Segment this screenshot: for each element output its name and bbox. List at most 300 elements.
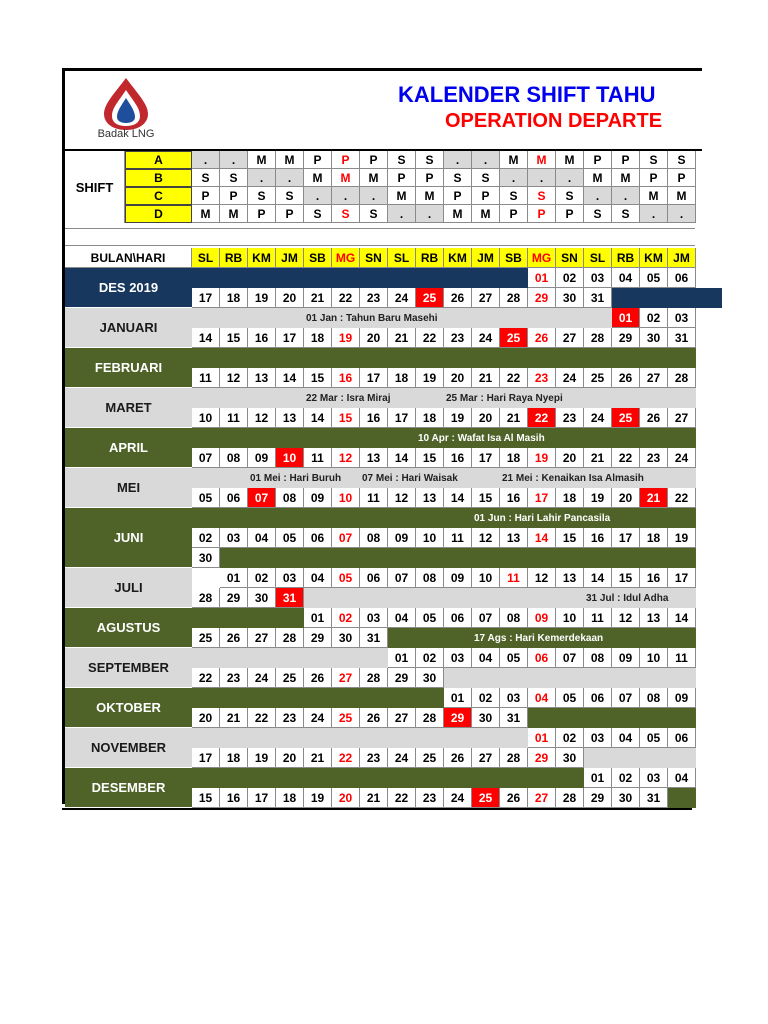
day-cell: 15: [332, 408, 360, 428]
day-cell: 19: [444, 408, 472, 428]
day-cell: 01: [612, 308, 640, 328]
month-band: [612, 288, 722, 308]
spacer-row: [65, 228, 695, 246]
day-cell: [360, 548, 388, 568]
day-cell: [500, 588, 528, 608]
day-cell: [220, 768, 248, 788]
day-cell: 14: [528, 528, 556, 548]
day-cell: 22: [416, 328, 444, 348]
day-name: SL: [584, 248, 612, 268]
day-cell: [472, 548, 500, 568]
day-cell: 04: [612, 728, 640, 748]
day-name: KM: [640, 248, 668, 268]
bottom-border: [62, 808, 692, 810]
day-cell: 11: [360, 488, 388, 508]
day-cell: [612, 708, 640, 728]
day-cell: [192, 768, 220, 788]
day-cell: 03: [220, 528, 248, 548]
day-cell: 01: [220, 568, 248, 588]
day-cell: [584, 708, 612, 728]
shift-cell: S: [192, 169, 220, 187]
shift-cell: P: [640, 169, 668, 187]
day-cell: 16: [220, 788, 248, 808]
day-cell: 25: [332, 708, 360, 728]
day-cell: 31: [640, 788, 668, 808]
day-name: MG: [332, 248, 360, 268]
day-cell: [304, 688, 332, 708]
day-cell: [584, 668, 612, 688]
day-cell: 22: [192, 668, 220, 688]
shift-cell: P: [248, 205, 276, 223]
shift-cell: .: [220, 151, 248, 169]
day-cell: [304, 648, 332, 668]
day-cell: 03: [500, 688, 528, 708]
day-cell: 16: [640, 568, 668, 588]
month-name: MARET: [65, 388, 192, 428]
day-cell: 17: [388, 408, 416, 428]
day-cell: 01: [444, 688, 472, 708]
day-cell: 27: [556, 328, 584, 348]
shift-cell: M: [220, 205, 248, 223]
day-cell: 06: [528, 648, 556, 668]
day-cell: 05: [276, 528, 304, 548]
day-cell: 17: [360, 368, 388, 388]
day-name: SB: [500, 248, 528, 268]
day-cell: 30: [640, 328, 668, 348]
day-cell: 18: [304, 328, 332, 348]
day-cell: 27: [472, 748, 500, 768]
day-cell: [388, 588, 416, 608]
day-cell: 24: [388, 288, 416, 308]
day-cell: 06: [444, 608, 472, 628]
day-cell: [360, 588, 388, 608]
logo-text: Badak LNG: [97, 128, 155, 140]
day-cell: 08: [584, 648, 612, 668]
day-cell: 31: [584, 288, 612, 308]
day-cell: 02: [192, 528, 220, 548]
days-header-label: BULAN\HARI: [65, 248, 192, 268]
shift-cell: S: [528, 187, 556, 205]
day-name: MG: [528, 248, 556, 268]
shift-cell: M: [304, 169, 332, 187]
day-cell: 05: [332, 568, 360, 588]
shift-cell: .: [528, 169, 556, 187]
day-cell: 20: [192, 708, 220, 728]
day-cell: 04: [668, 768, 696, 788]
day-cell: 25: [612, 408, 640, 428]
shift-cell: .: [332, 187, 360, 205]
day-cell: 23: [556, 408, 584, 428]
day-cell: 23: [416, 788, 444, 808]
day-cell: 28: [360, 668, 388, 688]
day-cell: 02: [472, 688, 500, 708]
day-cell: [472, 768, 500, 788]
day-cell: [332, 648, 360, 668]
day-cell: 11: [584, 608, 612, 628]
day-cell: 21: [472, 368, 500, 388]
shift-cell: S: [500, 187, 528, 205]
day-cell: 25: [472, 788, 500, 808]
day-cell: [276, 728, 304, 748]
day-cell: 31: [360, 628, 388, 648]
day-cell: 03: [444, 648, 472, 668]
day-cell: 30: [192, 548, 220, 568]
shift-cell: P: [556, 205, 584, 223]
day-cell: [276, 648, 304, 668]
shift-key: A: [125, 151, 192, 169]
day-name: JM: [668, 248, 696, 268]
day-cell: 22: [332, 748, 360, 768]
day-cell: 02: [556, 268, 584, 288]
day-cell: 06: [668, 728, 696, 748]
day-cell: [332, 688, 360, 708]
shift-cell: P: [528, 205, 556, 223]
day-cell: 26: [528, 328, 556, 348]
day-cell: 15: [192, 788, 220, 808]
day-cell: 25: [416, 288, 444, 308]
day-cell: [192, 648, 220, 668]
day-cell: 27: [528, 788, 556, 808]
day-cell: 02: [248, 568, 276, 588]
day-cell: 30: [612, 788, 640, 808]
shift-key: D: [125, 205, 192, 223]
day-cell: 26: [444, 288, 472, 308]
day-cell: 14: [444, 488, 472, 508]
shift-cell: M: [500, 151, 528, 169]
day-cell: 25: [416, 748, 444, 768]
day-cell: [220, 728, 248, 748]
day-cell: 24: [388, 748, 416, 768]
day-cell: 18: [640, 528, 668, 548]
day-cell: 05: [640, 268, 668, 288]
day-cell: 01: [528, 728, 556, 748]
day-cell: 22: [500, 368, 528, 388]
day-cell: 25: [500, 328, 528, 348]
shift-cell: S: [668, 151, 696, 169]
shift-cell: M: [556, 151, 584, 169]
day-cell: 14: [668, 608, 696, 628]
day-cell: 20: [556, 448, 584, 468]
day-cell: [276, 768, 304, 788]
day-cell: 21: [220, 708, 248, 728]
day-cell: 19: [416, 368, 444, 388]
day-cell: [248, 768, 276, 788]
day-cell: [640, 548, 668, 568]
day-cell: [360, 728, 388, 748]
day-cell: [388, 688, 416, 708]
shift-cell: P: [500, 205, 528, 223]
day-cell: 25: [276, 668, 304, 688]
day-cell: [248, 608, 276, 628]
day-cell: [528, 768, 556, 788]
day-name: SL: [388, 248, 416, 268]
day-cell: 20: [472, 408, 500, 428]
shift-cell: .: [416, 205, 444, 223]
day-cell: 18: [500, 448, 528, 468]
day-cell: 09: [444, 568, 472, 588]
day-cell: [332, 548, 360, 568]
shift-cell: S: [556, 187, 584, 205]
day-cell: 02: [416, 648, 444, 668]
shift-cell: P: [612, 151, 640, 169]
day-cell: 24: [668, 448, 696, 468]
day-cell: 26: [304, 668, 332, 688]
day-cell: 13: [276, 408, 304, 428]
day-cell: 19: [248, 288, 276, 308]
day-cell: [640, 668, 668, 688]
day-cell: 08: [360, 528, 388, 548]
day-cell: 03: [640, 768, 668, 788]
shift-cell: S: [332, 205, 360, 223]
day-cell: 17: [668, 568, 696, 588]
day-name: JM: [276, 248, 304, 268]
day-cell: 14: [584, 568, 612, 588]
day-cell: 06: [220, 488, 248, 508]
day-cell: [556, 768, 584, 788]
day-cell: 04: [528, 688, 556, 708]
day-cell: 30: [556, 748, 584, 768]
day-cell: 07: [248, 488, 276, 508]
day-cell: 27: [640, 368, 668, 388]
day-cell: 15: [304, 368, 332, 388]
month-band: [192, 348, 696, 368]
day-cell: 25: [192, 628, 220, 648]
day-cell: [500, 768, 528, 788]
shift-cell: P: [332, 151, 360, 169]
day-name: RB: [612, 248, 640, 268]
top-border: [62, 68, 702, 71]
day-cell: 08: [220, 448, 248, 468]
day-cell: 12: [248, 408, 276, 428]
day-cell: 21: [640, 488, 668, 508]
shift-cell: S: [444, 169, 472, 187]
shift-cell: .: [248, 169, 276, 187]
day-cell: [668, 748, 696, 768]
day-cell: 05: [416, 608, 444, 628]
month-name: AGUSTUS: [65, 608, 192, 648]
day-cell: [640, 748, 668, 768]
day-cell: 12: [332, 448, 360, 468]
day-cell: [584, 548, 612, 568]
day-cell: 15: [472, 488, 500, 508]
day-cell: 24: [248, 668, 276, 688]
shift-cell: M: [612, 169, 640, 187]
shift-cell: M: [640, 187, 668, 205]
day-name: SB: [304, 248, 332, 268]
day-cell: [444, 728, 472, 748]
day-cell: 10: [556, 608, 584, 628]
day-cell: 02: [556, 728, 584, 748]
day-cell: [584, 748, 612, 768]
day-cell: 05: [192, 488, 220, 508]
day-cell: 11: [220, 408, 248, 428]
day-cell: 04: [304, 568, 332, 588]
shift-cell: S: [612, 205, 640, 223]
day-cell: 17: [192, 288, 220, 308]
day-cell: 30: [416, 668, 444, 688]
day-cell: 20: [612, 488, 640, 508]
day-cell: [388, 628, 416, 648]
day-cell: 20: [360, 328, 388, 348]
day-cell: 29: [388, 668, 416, 688]
day-cell: [416, 588, 444, 608]
day-cell: [556, 708, 584, 728]
day-cell: [192, 568, 220, 588]
month-name: DES 2019: [65, 268, 192, 308]
shift-cell: M: [332, 169, 360, 187]
day-cell: 24: [584, 408, 612, 428]
holiday-note: 07 Mei : Hari Waisak: [362, 472, 458, 484]
day-cell: 08: [276, 488, 304, 508]
day-cell: [220, 548, 248, 568]
day-cell: 22: [248, 708, 276, 728]
shift-cell: M: [668, 187, 696, 205]
day-cell: 04: [388, 608, 416, 628]
day-cell: [444, 628, 472, 648]
day-cell: 13: [416, 488, 444, 508]
day-cell: 21: [388, 328, 416, 348]
day-cell: [220, 688, 248, 708]
holiday-note: 25 Mar : Hari Raya Nyepi: [446, 392, 563, 404]
day-cell: 22: [668, 488, 696, 508]
holiday-note: 01 Jan : Tahun Baru Masehi: [306, 312, 438, 324]
day-cell: 22: [388, 788, 416, 808]
day-cell: [668, 708, 696, 728]
day-cell: 17: [528, 488, 556, 508]
shift-label: SHIFT: [65, 151, 125, 223]
day-cell: 16: [584, 528, 612, 548]
day-cell: [360, 768, 388, 788]
shift-cell: .: [640, 205, 668, 223]
day-cell: [332, 768, 360, 788]
day-cell: [276, 548, 304, 568]
day-cell: 02: [612, 768, 640, 788]
day-cell: [192, 728, 220, 748]
day-cell: 22: [332, 288, 360, 308]
shift-cell: M: [416, 187, 444, 205]
day-cell: [612, 748, 640, 768]
day-cell: 31: [500, 708, 528, 728]
page-title: KALENDER SHIFT TAHU: [398, 82, 656, 107]
shift-cell: S: [360, 205, 388, 223]
month-name: SEPTEMBER: [65, 648, 192, 688]
day-cell: 18: [388, 368, 416, 388]
day-cell: 26: [220, 628, 248, 648]
day-cell: 24: [472, 328, 500, 348]
day-cell: 01: [388, 648, 416, 668]
day-cell: 07: [556, 648, 584, 668]
holiday-note: 21 Mei : Kenaikan Isa Almasih: [502, 472, 644, 484]
shift-cell: M: [528, 151, 556, 169]
day-cell: 28: [416, 708, 444, 728]
day-cell: 28: [556, 788, 584, 808]
day-cell: 11: [192, 368, 220, 388]
day-cell: 17: [612, 528, 640, 548]
day-cell: [192, 688, 220, 708]
month-name: JUNI: [65, 508, 192, 568]
day-cell: 31: [668, 328, 696, 348]
shift-cell: .: [500, 169, 528, 187]
day-cell: 03: [584, 728, 612, 748]
day-cell: 07: [192, 448, 220, 468]
day-cell: [472, 728, 500, 748]
day-cell: 22: [612, 448, 640, 468]
shift-cell: .: [360, 187, 388, 205]
day-cell: 09: [668, 688, 696, 708]
day-cell: 27: [388, 708, 416, 728]
day-cell: 14: [388, 448, 416, 468]
day-cell: 19: [528, 448, 556, 468]
logo: [96, 76, 156, 146]
day-cell: 23: [444, 328, 472, 348]
day-cell: [304, 768, 332, 788]
day-cell: 09: [612, 648, 640, 668]
day-cell: 19: [584, 488, 612, 508]
day-cell: 13: [360, 448, 388, 468]
day-cell: 26: [612, 368, 640, 388]
day-cell: 13: [640, 608, 668, 628]
day-cell: 04: [248, 528, 276, 548]
shift-cell: P: [444, 187, 472, 205]
day-cell: 18: [220, 748, 248, 768]
day-cell: 16: [500, 488, 528, 508]
day-cell: 26: [360, 708, 388, 728]
day-cell: 06: [360, 568, 388, 588]
day-cell: 03: [360, 608, 388, 628]
day-cell: 09: [304, 488, 332, 508]
day-cell: 14: [276, 368, 304, 388]
shift-cell: M: [192, 205, 220, 223]
day-cell: 06: [304, 528, 332, 548]
shift-cell: M: [248, 151, 276, 169]
day-cell: 04: [612, 268, 640, 288]
day-cell: 10: [472, 568, 500, 588]
holiday-note: 10 Apr : Wafat Isa Al Masih: [418, 432, 545, 444]
day-cell: [220, 648, 248, 668]
day-cell: 10: [416, 528, 444, 548]
shift-cell: M: [360, 169, 388, 187]
day-cell: 23: [276, 708, 304, 728]
day-cell: 19: [248, 748, 276, 768]
day-cell: [444, 548, 472, 568]
day-cell: [444, 668, 472, 688]
day-cell: 21: [584, 448, 612, 468]
shift-cell: .: [444, 151, 472, 169]
day-name: SN: [556, 248, 584, 268]
day-cell: 20: [276, 748, 304, 768]
day-cell: 19: [332, 328, 360, 348]
day-cell: [388, 768, 416, 788]
day-cell: 30: [248, 588, 276, 608]
day-cell: [416, 688, 444, 708]
day-cell: 29: [584, 788, 612, 808]
day-cell: 26: [444, 748, 472, 768]
month-name: OKTOBER: [65, 688, 192, 728]
day-cell: 08: [416, 568, 444, 588]
day-cell: 19: [668, 528, 696, 548]
page-subtitle: OPERATION DEPARTE: [445, 110, 663, 132]
day-cell: 20: [444, 368, 472, 388]
holiday-note: 31 Jul : Idul Adha: [586, 592, 669, 604]
day-cell: 26: [500, 788, 528, 808]
day-cell: 29: [220, 588, 248, 608]
day-cell: 15: [612, 568, 640, 588]
day-cell: 28: [276, 628, 304, 648]
shift-cell: .: [612, 187, 640, 205]
day-cell: 23: [640, 448, 668, 468]
day-cell: 15: [220, 328, 248, 348]
day-cell: 28: [500, 288, 528, 308]
